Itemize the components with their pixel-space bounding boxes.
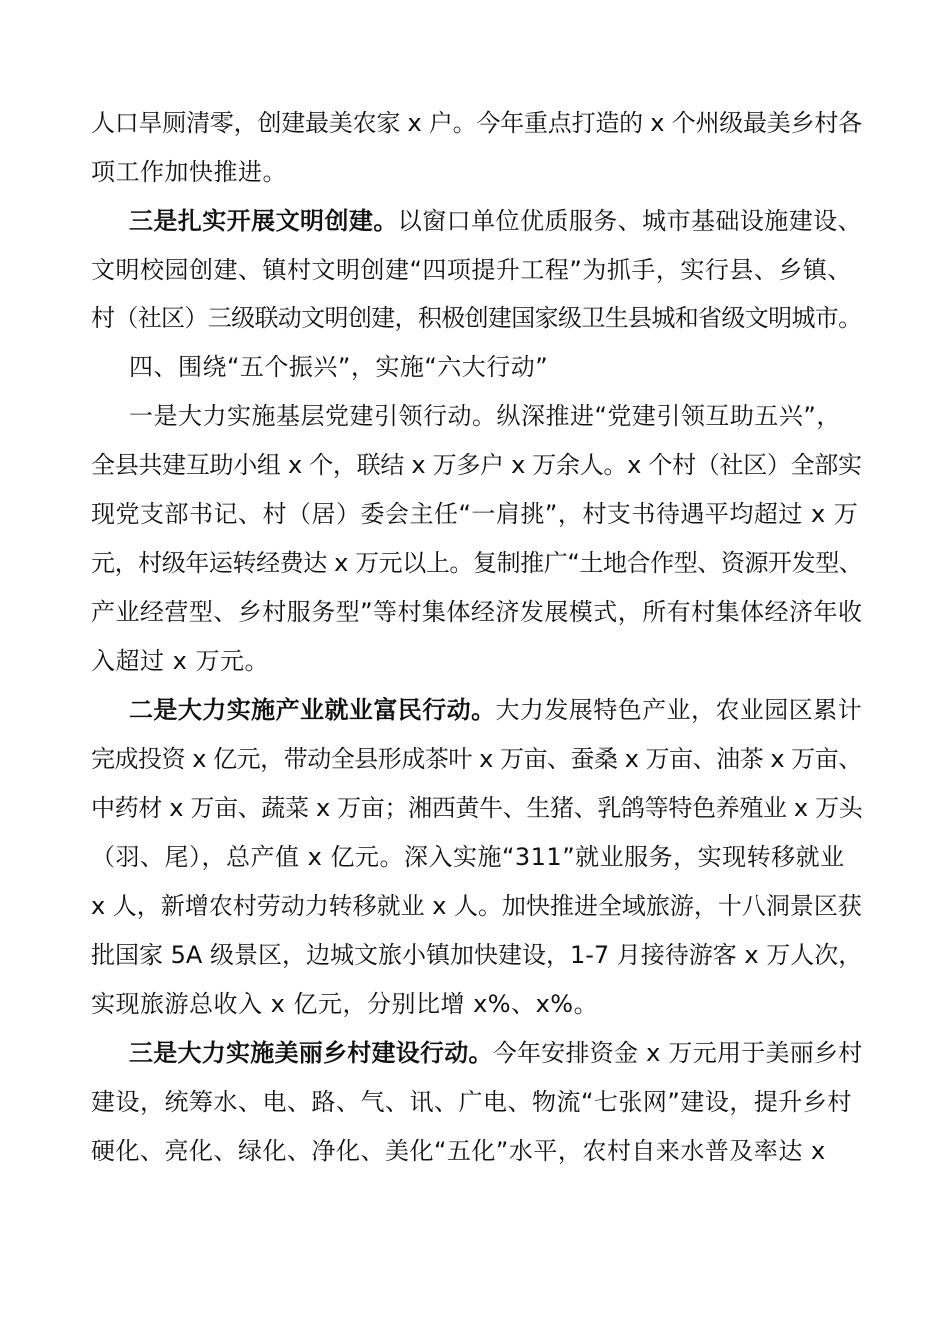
text-segment: 现党支部书记、村（居）委会主任“一肩挑”，村支书待遇平均超过 x 万 — [91, 500, 859, 528]
text-line — [91, 441, 862, 489]
text-segment: 完成投资 x 亿元，带动全县形成茶叶 x 万亩、蚕桑 x 万亩、油茶 x 万亩、 — [91, 745, 862, 773]
text-line — [91, 490, 858, 538]
text-segment: 硬化、亮化、绿化、净化、美化“五化”水平，农村自来水普及率达 x — [91, 1137, 826, 1165]
text-segment: 村（社区）三级联动文明创建，积极创建国家级卫生县城和省级文明城市。 — [91, 304, 862, 332]
text-line — [91, 246, 852, 294]
text-segment: 实现旅游总收入 x 亿元，分别比增 x%、x%。 — [91, 990, 599, 1018]
text-line — [91, 882, 862, 930]
text-line — [91, 588, 862, 636]
text-segment: 今年安排资金 x 万元用于美丽乡村 — [492, 1039, 863, 1067]
text-segment: x 人，新增农村劳动力转移就业 x 人。加快推进全域旅游，十八洞景区获 — [91, 892, 862, 920]
bold-heading-segment: 三是大力实施美丽乡村建设行动。 — [129, 1039, 493, 1067]
text-line — [91, 735, 862, 783]
text-segment: 批国家 5A 级景区，边城文旅小镇加快建设，1-7 月接待游客 x 万人次， — [91, 941, 863, 969]
text-line — [91, 1078, 852, 1126]
text-line — [91, 637, 269, 685]
text-line — [129, 1029, 862, 1077]
text-line — [91, 294, 862, 342]
text-line — [129, 343, 548, 391]
text-segment: 中药材 x 万亩、蔬菜 x 万亩；湘西黄牛、生猪、乳鸽等特色养殖业 x 万头 — [91, 794, 863, 822]
text-segment: 一是大力实施基层党建引领行动。纵深推进“党建引领互助五兴”， — [129, 402, 841, 430]
text-line — [91, 931, 862, 979]
text-segment: 全县共建互助小组 x 个，联结 x 万多户 x 万余人。x 个村（社区）全部实 — [91, 451, 862, 479]
text-segment: （羽、尾），总产值 x 亿元。深入实施“311”就业服务，实现转移就业 — [91, 843, 845, 871]
text-segment: 大力发展特色产业，农业园区累计 — [495, 696, 862, 724]
text-segment: 建设，统筹水、电、路、气、讯、广电、物流“七张网”建设，提升乡村 — [91, 1088, 852, 1116]
text-line — [91, 980, 598, 1028]
text-segment: 文明校园创建、镇村文明创建“四项提升工程”为抓手，实行县、乡镇、 — [91, 256, 852, 284]
text-line — [91, 148, 287, 196]
text-line — [91, 1127, 826, 1175]
bold-heading-segment: 二是大力实施产业就业富民行动。 — [129, 696, 496, 724]
text-line — [91, 833, 845, 881]
bold-heading-segment: 三是扎实开展文明创建。 — [129, 207, 398, 235]
text-segment: 以窗口单位优质服务、城市基础设施建设、 — [397, 207, 863, 235]
text-segment: 元，村级年运转经费达 x 万元以上。复制推广“土地合作型、资源开发型、 — [91, 549, 863, 577]
text-line — [91, 784, 862, 832]
text-line — [129, 392, 841, 440]
text-segment: 人口旱厕清零，创建最美农家 x 户。今年重点打造的 x 个州级最美乡村各 — [91, 109, 862, 137]
text-segment: 项工作加快推进。 — [91, 158, 287, 186]
text-segment: 入超过 x 万元。 — [91, 647, 269, 675]
text-segment: 产业经营型、乡村服务型”等村集体经济发展模式，所有村集体经济年收 — [91, 598, 863, 626]
text-line — [129, 197, 862, 245]
text-line — [129, 686, 862, 734]
text-line — [91, 539, 862, 587]
text-segment: 四、围绕“五个振兴”，实施“六大行动” — [129, 353, 549, 381]
text-line — [91, 99, 862, 147]
